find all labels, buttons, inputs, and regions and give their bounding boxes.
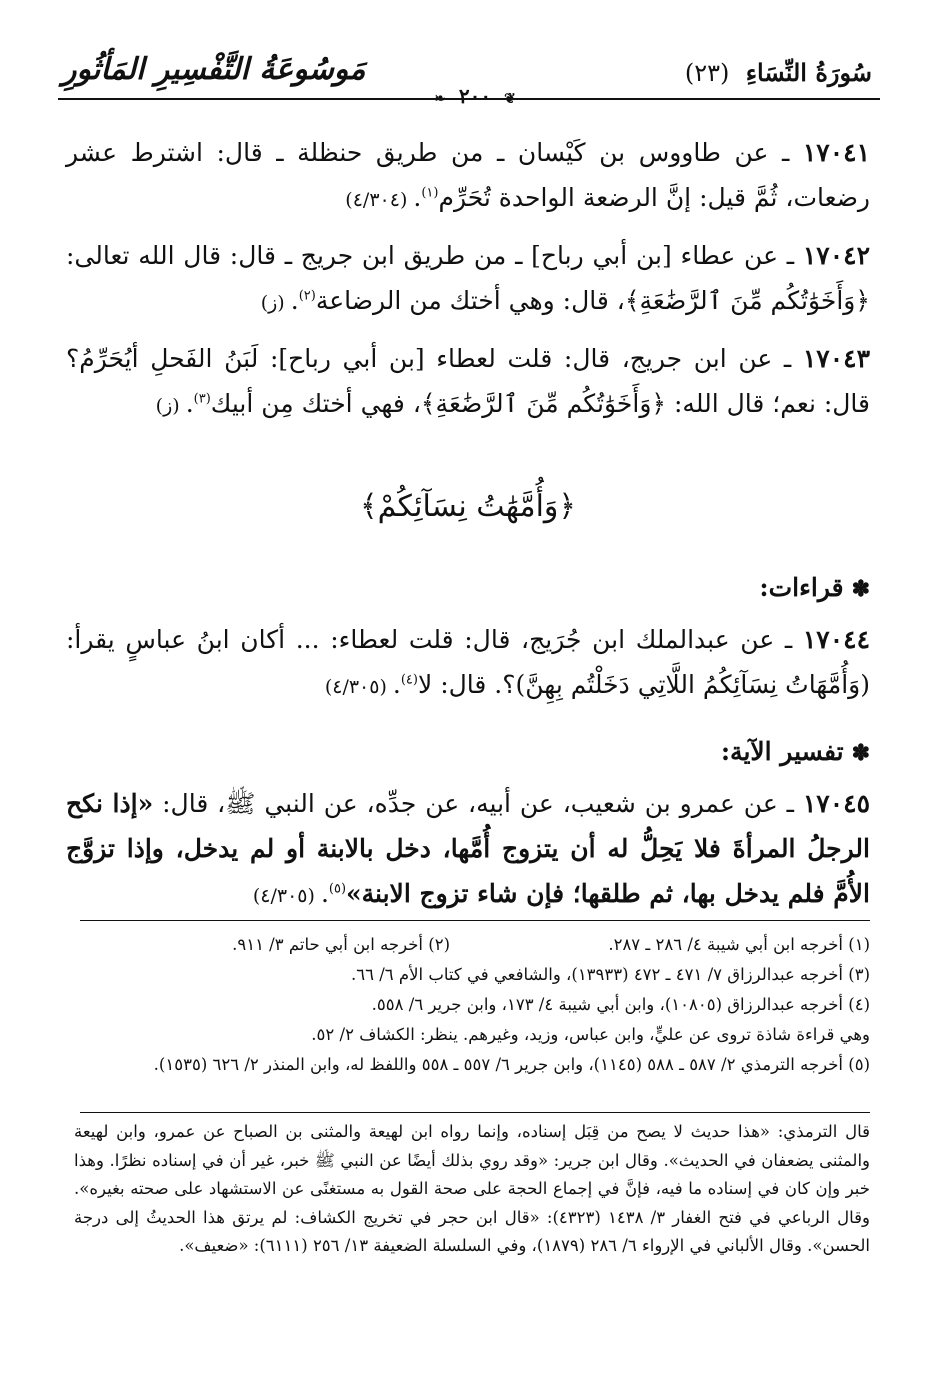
main-text xyxy=(66,130,870,919)
hadith-entry xyxy=(66,781,870,919)
footnote-4: (٤) أخرجه عبدالرزاق (١٠٨٠٥)، وابن أبي شيبة ٤/ ١٧٣، وابن جرير ٦/ ٥٥٨. xyxy=(371,995,870,1014)
hadith-entry xyxy=(66,130,870,223)
footnotes xyxy=(74,930,870,1080)
volume-reference: (٤/٣٠٥) xyxy=(252,885,315,907)
surah-number: (٢٣) xyxy=(684,59,730,87)
entry-number: ١٧٠٤٢ xyxy=(802,241,870,270)
footnote-2: (٢) أخرجه ابن أبي حاتم ٣/ ٩١١. xyxy=(232,935,450,954)
page-number xyxy=(0,84,950,108)
entry-punct: . xyxy=(290,286,299,315)
notes-rule xyxy=(80,1112,870,1113)
entry-number: ١٧٠٤١ xyxy=(802,138,870,167)
volume-reference: (ز) xyxy=(155,395,180,417)
footnote-4-note: وهي قراءة شاذة تروى عن عليٍّ، وابن عباس، وزيد، وغيرهم. ينظر: الكشاف ٢/ ٥٢. xyxy=(311,1025,870,1044)
entry-text: ـ عن عبدالملك ابن جُرَيج، قال: قلت لعطاء: ... أكان ابنُ عباسٍ يقرأ: (وَأُمَّهَاتُ نِسَآئِكُمُ اللَّاتِي دَخَلْتُم بِهِنَّ)؟. قال: لا xyxy=(66,625,870,699)
footnote-1: (١) أخرجه ابن أبي شيبة ٤/ ٢٨٦ ـ ٢٨٧. xyxy=(608,935,870,954)
section-heading-qiraat xyxy=(66,568,870,609)
section-heading-text: قراءات: xyxy=(759,573,844,602)
surah-label: سُورَةُ النِّسَاءِ xyxy=(745,58,872,87)
footnote-marker: (٣) xyxy=(193,391,211,407)
entry-text: ـ عن طاووس بن كَيْسان ـ من طريق حنظلة ـ قال: اشترط عشر رضعات، ثُمَّ قيل: إنَّ الرضعة الواحدة تُحَرِّم xyxy=(66,138,870,212)
entry-punct: . xyxy=(413,183,422,212)
footnote-marker: (٢) xyxy=(298,288,316,304)
entry-punct: . xyxy=(185,389,194,418)
flower-icon: ✽ xyxy=(851,740,870,766)
entry-number: ١٧٠٤٥ xyxy=(802,789,870,818)
footnote-marker: (٤) xyxy=(400,672,418,688)
volume-reference: (٤/٣٠٤) xyxy=(345,189,408,211)
flower-icon: ✽ xyxy=(851,576,870,602)
hadith-entry xyxy=(66,617,870,710)
book-title: مَوسُوعَةُ التَّفْسِيرِ المَأثُورِ xyxy=(62,52,366,87)
commentary-notes: قال الترمذي: «هذا حديث لا يصح من قِبَل إسناده، وإنما رواه ابن لهيعة والمثنى بن الصباح عن عمرو، وابن لهيعة والمثنى يضعفان في الحديث». وقال ابن جرير: «وقد روي بذلك أيضًا عن النبي ﷺ خبر، غير أن في إسناده نظرًا. وهذا خبر وإن كان في إسناده ما فيه، فإنَّ في إجماع الحجة على صحة القول به مستغنًى عن الاستشهاد على صحته بغيره». وقال الرباعي في فتح الغفار ٣/ ١٤٣٨ (٤٣٢٣): «قال ابن حجر في تخريج الكشاف: لم يرتق هذا الحديثُ إلى درجة الحسن». وقال الألباني في الإرواء ٦/ ٢٨٦ (١٨٧٩)، وفي السلسلة الضعيفة ١٣/ ٢٥٦ (٦١١١): «ضعيف». xyxy=(74,1122,870,1255)
hadith-entry xyxy=(66,233,870,326)
hadith-entry xyxy=(66,336,870,429)
footnote-marker: (٥) xyxy=(328,881,347,897)
entry-number: ١٧٠٤٣ xyxy=(802,344,870,373)
footnote-row xyxy=(74,930,870,960)
ornament-icon: ❧ xyxy=(434,91,446,107)
volume-reference: (٤/٣٠٥) xyxy=(324,676,387,698)
ornament-icon: ❦ xyxy=(504,91,516,107)
footnote-marker: (١) xyxy=(421,185,439,201)
section-heading-text: تفسير الآية: xyxy=(720,737,844,766)
entry-text: ـ عن ابن جريج، قال: قلت لعطاء [بن أبي رباح]: لَبَنُ الفَحلِ أيُحَرِّمُ؟ قال: نعم؛ قال الله: ﴿وَأَخَوَٰتُكُم مِّنَ ٱلرَّضَٰعَةِ﴾، فهي أختك مِن أبيك xyxy=(66,344,870,418)
hadith-text-bold: «إذا نكح الرجلُ المرأةَ فلا يَحِلُّ له أن يتزوج أُمَّها، دخل بالابنة أو لم يدخل، وإذا تزوَّج الأُمَّ فلم يدخل بها، ثم طلقها؛ فإن شاء تزوج الابنة» xyxy=(66,789,870,908)
section-heading-tafsir xyxy=(66,732,870,773)
page-number-value: ٢٠٠ xyxy=(458,84,492,108)
entry-punct: . xyxy=(320,879,329,908)
ayah-heading: ﴿وَأُمَّهَٰتُ نِسَآئِكُمْ﴾ xyxy=(359,489,576,524)
volume-reference: (ز) xyxy=(260,292,285,314)
footnote-3: (٣) أخرجه عبدالرزاق ٧/ ٤٧١ ـ ٤٧٢ (١٣٩٣٣)، والشافعي في كتاب الأم ٦/ ٦٦. xyxy=(350,965,870,984)
entry-text: ـ عن عمرو بن شعيب، عن أبيه، عن جدِّه، عن النبي ﷺ، قال: xyxy=(153,789,803,818)
footnote-5: (٥) أخرجه الترمذي ٢/ ٥٨٧ ـ ٥٨٨ (١١٤٥)، وابن جرير ٦/ ٥٥٧ ـ ٥٥٨ واللفظ له، وابن المنذر ٢/ ٦٢٦ (١٥٣٥). xyxy=(153,1055,870,1074)
entry-number: ١٧٠٤٤ xyxy=(802,625,870,654)
entry-punct: . xyxy=(392,670,401,699)
entry-text: ـ عن عطاء [بن أبي رباح] ـ من طريق ابن جريج ـ قال: قال الله تعالى: ﴿وَأَخَوَٰتُكُم مِّنَ ٱلرَّضَٰعَةِ﴾، قال: وهي أختك من الرضاعة xyxy=(66,241,870,315)
footnote-rule xyxy=(80,920,870,921)
surah-title xyxy=(685,58,872,87)
